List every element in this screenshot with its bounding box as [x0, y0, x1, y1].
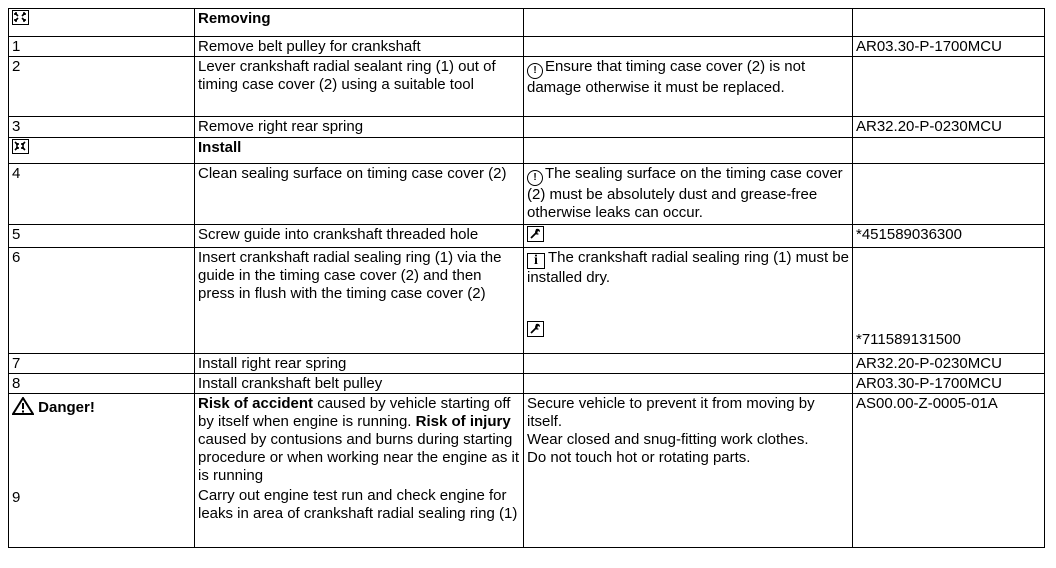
- step-action: Lever crankshaft radial sealant ring (1) out of timing case cover (2) using a suitable tool: [195, 57, 524, 117]
- safety-measure: Secure vehicle to prevent it from moving by itself.: [527, 395, 815, 430]
- step-action: Clean sealing surface on timing case cover (2): [195, 164, 524, 225]
- risk-accident-label: Risk of accident: [198, 395, 314, 412]
- table-row: [9, 248, 1045, 354]
- special-tool-number[interactable]: *711589131500: [853, 248, 1045, 354]
- safety-measure: Wear closed and snug-fitting work clothes.: [527, 431, 809, 448]
- step-action: Insert crankshaft radial sealing ring (1) via the guide in the timing case cover (2) and then press in flush with the timing case cover (2): [195, 248, 524, 354]
- table-row: [9, 57, 1045, 117]
- danger-row: [9, 394, 1045, 548]
- step-number: 1: [9, 37, 195, 57]
- step-action: Screw guide into crankshaft threaded hole: [195, 225, 524, 248]
- step-number: 6: [9, 248, 195, 354]
- section-icon: [12, 139, 29, 154]
- section-row-removing: [9, 9, 1045, 37]
- step-action: Install crankshaft belt pulley: [195, 374, 524, 394]
- step-action: Remove belt pulley for crankshaft: [195, 37, 524, 57]
- warning-icon: !: [527, 170, 543, 186]
- reference-link[interactable]: AR32.20-P-0230MCU: [853, 117, 1045, 138]
- table-row: [9, 164, 1045, 225]
- table-row: [9, 354, 1045, 374]
- warning-icon: !: [527, 63, 543, 79]
- step-action: Install right rear spring: [195, 354, 524, 374]
- step-number: 9: [12, 489, 21, 506]
- step-note: The crankshaft radial sealing ring (1) must be installed dry.: [527, 249, 849, 286]
- table-row: [9, 225, 1045, 248]
- section-title: Install: [195, 138, 524, 164]
- risk-description: [198, 395, 520, 485]
- section-row-install: [9, 138, 1045, 164]
- section-icon: [12, 10, 29, 25]
- safety-measure: Do not touch hot or rotating parts.: [527, 449, 751, 466]
- step-action: Remove right rear spring: [195, 117, 524, 138]
- step-number: 4: [9, 164, 195, 225]
- risk-accident-text: caused by vehicle starting off by itself when engine is running.: [198, 395, 511, 430]
- step-note: Ensure that timing case cover (2) is not damage otherwise it must be replaced.: [527, 58, 806, 96]
- info-icon: i: [527, 253, 545, 269]
- reference-link[interactable]: AR03.30-P-1700MCU: [853, 37, 1045, 57]
- table-row: [9, 374, 1045, 394]
- reference-link[interactable]: AR03.30-P-1700MCU: [853, 374, 1045, 394]
- special-tool-number[interactable]: *451589036300: [853, 225, 1045, 248]
- risk-injury-text: caused by contusions and burns during starting procedure or when working near the engine as it is running: [198, 431, 520, 484]
- danger-triangle-icon: [12, 397, 34, 415]
- reference-link[interactable]: AS00.00-Z-0005-01A: [853, 394, 1045, 548]
- table-row: [9, 37, 1045, 57]
- danger-label: Danger!: [38, 399, 95, 416]
- step-number: 8: [9, 374, 195, 394]
- procedure-table: [8, 8, 1045, 548]
- step-action: Carry out engine test run and check engine for leaks in area of crankshaft radial sealing ring (1): [198, 487, 518, 522]
- table-row: [9, 117, 1045, 138]
- special-tool-icon: [527, 321, 544, 337]
- step-number: 5: [9, 225, 195, 248]
- reference-link[interactable]: AR32.20-P-0230MCU: [853, 354, 1045, 374]
- step-note: The sealing surface on the timing case cover (2) must be absolutely dust and grease-free otherwise leaks can occur.: [527, 165, 843, 221]
- step-number: 7: [9, 354, 195, 374]
- step-number: 3: [9, 117, 195, 138]
- risk-injury-label: Risk of injury: [415, 413, 511, 430]
- step-number: 2: [9, 57, 195, 117]
- special-tool-icon: [527, 226, 544, 242]
- section-title: Removing: [195, 9, 524, 37]
